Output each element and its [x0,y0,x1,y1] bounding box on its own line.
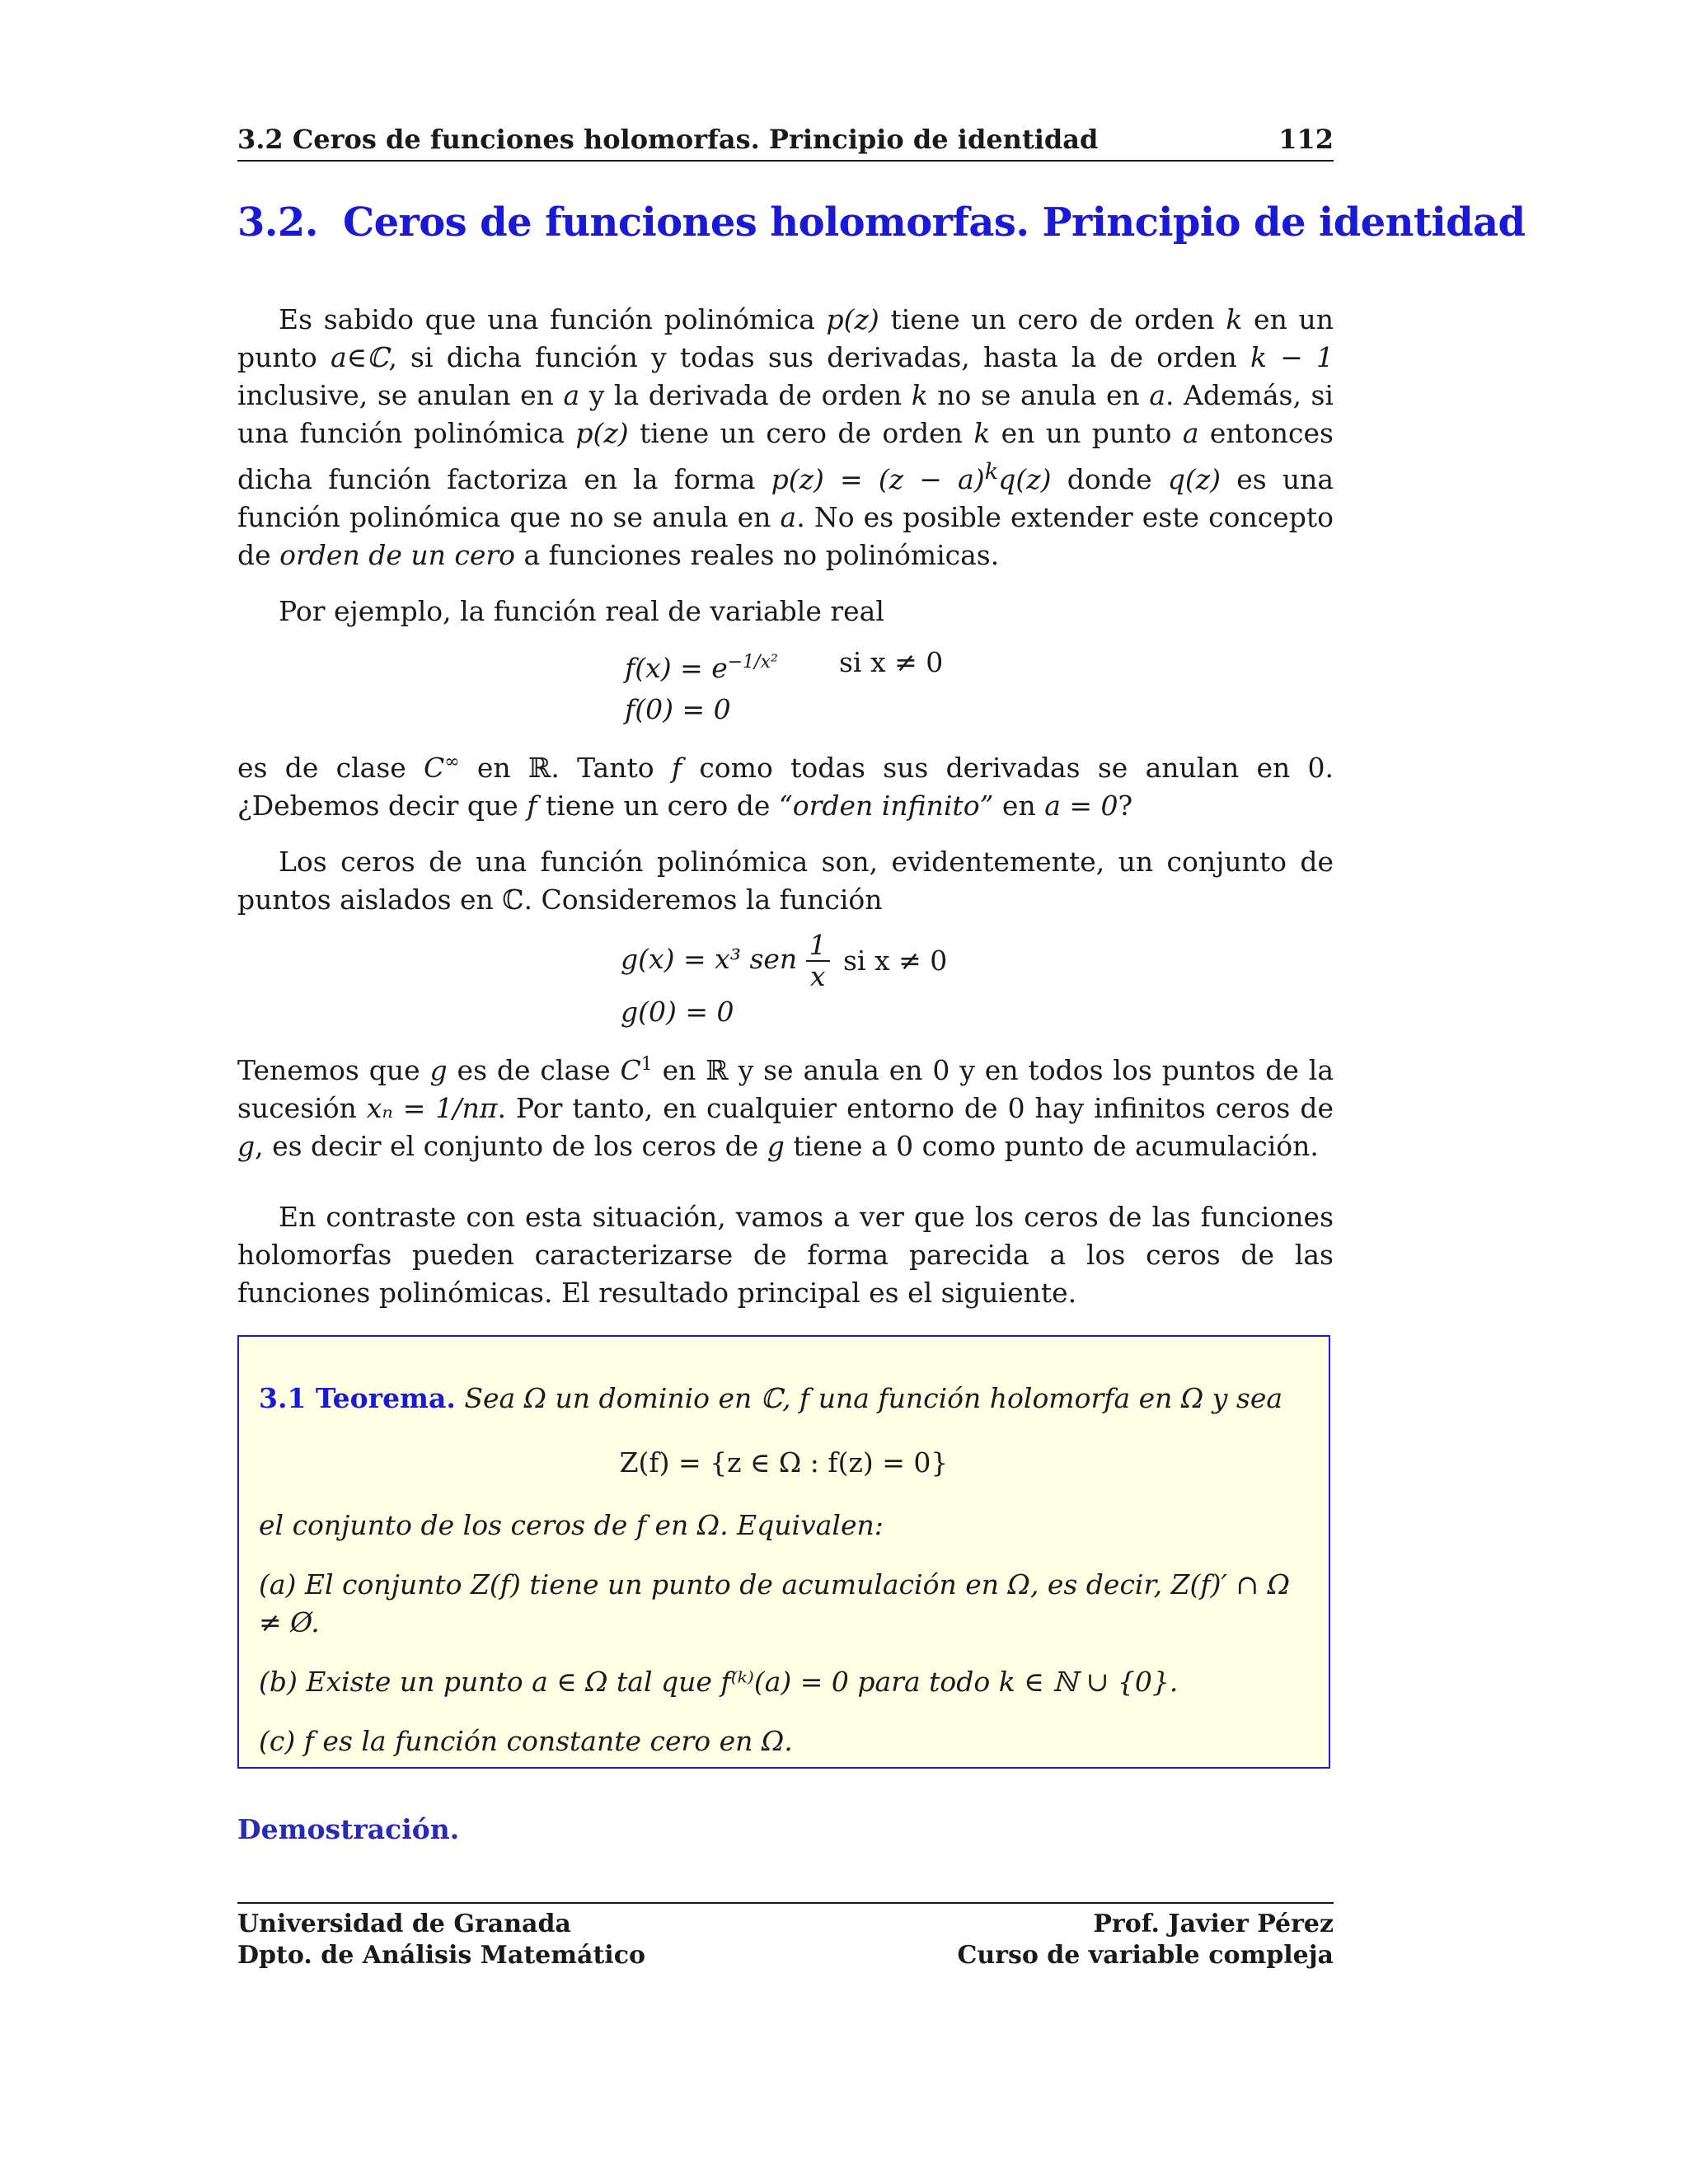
section-title-text: Ceros de funciones holomorfas. Principio de identidad [343,199,1526,246]
theorem-item-a: (a) El conjunto Z(f) tiene un punto de acumulación en Ω, es decir, Z(f)′ ∩ Ω ≠ Ø. [259,1568,1290,1638]
section-number: 3.2. [237,199,318,246]
paragraph-6: En contraste con esta situación, vamos a ver que los ceros de las funciones holomorfas pueden caracterizarse de forma parecida a los ceros de las funciones polinómicas. El resultado principal es el siguiente. [237,1201,1334,1309]
equation-g [237,930,1334,1033]
equation-g-line-1: g(x) = x³ sen $\frac{1}{x}$ [621,930,843,991]
theorem-label: 3.1 Teorema. [259,1382,456,1414]
footer-author: Prof. Javier Pérez [1093,1910,1334,1938]
footer-course: Curso de variable compleja [957,1941,1334,1970]
paragraph-3: es de clase C∞ en ℝ. Tanto f como todas sus derivadas se anulan en 0. ¿Debemos decir que f tiene un cero de “orden infinito” en a = 0? [237,752,1334,822]
page-number: 112 [1278,124,1334,155]
equation-f [237,642,1334,730]
theorem-box [237,1335,1330,1769]
paragraph-1: Es sabido que una función polinómica p(z) tiene un cero de orden k en un punto a∈ℂ, si dicha función y todas sus derivadas, hasta la de orden k − 1 inclusive, se anulan en a y la derivada de orden k no se anula en a. Además, si una función polinómica p(z) tiene un cero de orden k en un punto a entonces dicha función factoriza en la forma $p(z) = (z - a)^kq(z)$ donde q(z) es una función polinómica que no se anula en a. No es posible extender este concepto de orden de un cero a funciones reales no polinómicas. [237,303,1334,571]
theorem-item-c: (c) f es la función constante cero en Ω. [259,1725,793,1757]
theorem-item-b: (b) Existe un punto a ∈ Ω tal que f⁽ᵏ⁾(a) = 0 para todo k ∈ ℕ ∪ {0}. [259,1666,1179,1698]
theorem-after: el conjunto de los ceros de f en Ω. Equivalen: [259,1509,884,1541]
theorem-intro: 3.1 Teorema. Sea Ω un dominio en ℂ, f una función holomorfa en Ω y sea [259,1382,1283,1414]
proof-label: Demostración. [237,1813,460,1845]
equation-f-line-2: f(0) = 0 [625,693,731,725]
paragraph-4: Los ceros de una función polinómica son, evidentemente, un conjunto de puntos aislados en ℂ. Consideremos la función [237,846,1334,916]
theorem-formula: Z(f) = {z ∈ Ω : f(z) = 0} [619,1446,949,1479]
footer-left [237,1909,645,1971]
footer-university: Universidad de Granada [237,1910,571,1938]
header-title: 3.2 Ceros de funciones holomorfas. Principio de identidad [237,124,1099,155]
running-header [237,124,1334,162]
equation-g-condition: si x ≠ 0 [843,944,948,977]
page-footer [237,1902,1334,1971]
footer-right [957,1909,1334,1971]
fraction: $\frac{1}{x}$ [806,930,830,991]
body-text [237,301,1334,1312]
equation-f-condition: si x ≠ 0 [839,646,944,678]
section-title [237,199,1526,246]
equation-g-line-2: g(0) = 0 [621,996,734,1028]
paragraph-5: Tenemos que g es de clase $C^1$ en ℝ y se anula en 0 y en todos los puntos de la sucesión xₙ = 1/nπ. Por tanto, en cualquier entorno de 0 hay infinitos ceros de g, es decir el conjunto de los ceros de g tiene a 0 como punto de acumulación. [237,1054,1334,1162]
footer-department: Dpto. de Análisis Matemático [237,1941,645,1970]
equation-f-line-1: $f(x) = e^{-1/x^2}$ [625,652,778,684]
paragraph-2: Por ejemplo, la función real de variable real [279,595,884,627]
